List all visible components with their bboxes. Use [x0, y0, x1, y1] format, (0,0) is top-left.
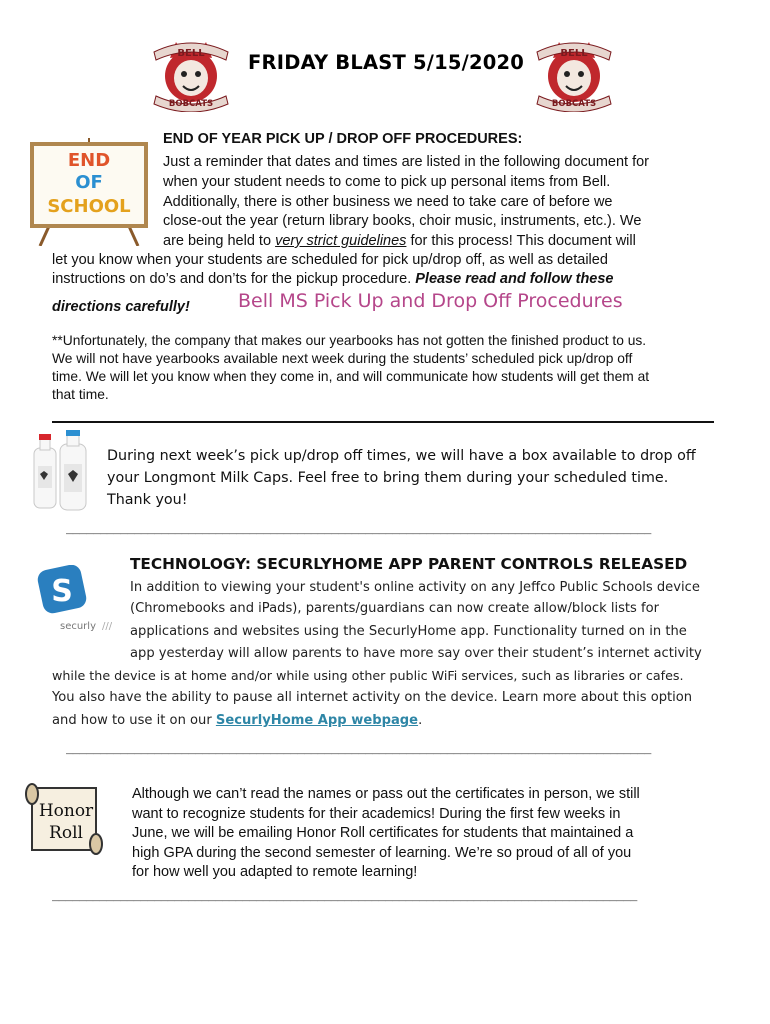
- scroll-word-roll: Roll: [49, 823, 83, 843]
- page-title: FRIDAY BLAST 5/15/2020: [248, 51, 525, 74]
- logo-text-top: BELL: [177, 48, 205, 59]
- strict-guidelines-emphasis: very strict guidelines: [275, 233, 407, 249]
- securlyhome-webpage-link[interactable]: SecurlyHome App webpage: [215, 713, 419, 728]
- text-run: for this process! This document will: [406, 233, 636, 249]
- paragraph-line: Additionally, there is other business we need to take care of before we: [163, 194, 613, 210]
- technology-heading: TECHNOLOGY: SECURLYHOME APP PARENT CONTROLS RELEASED: [130, 555, 688, 573]
- sign-word-of: OF: [75, 172, 103, 193]
- directions-carefully-emphasis: directions carefully!: [52, 299, 190, 315]
- honor-roll-line: for how well you adapted to remote learning!: [132, 864, 418, 880]
- milk-bottles-image: [30, 430, 90, 512]
- text-run: instructions on do’s and don’ts for the pickup procedure.: [52, 271, 416, 287]
- text-run: .: [418, 713, 423, 728]
- technology-line: In addition to viewing your student's online activity on any Jeffco Public Schools device: [130, 580, 700, 595]
- dashed-separator: ______________________________________________________________________________________: [52, 890, 637, 904]
- svg-text:///: ///: [102, 621, 112, 632]
- milk-caps-line: Thank you!: [107, 492, 188, 508]
- bell-bobcats-logo-right: [531, 36, 617, 112]
- read-and-follow-emphasis: Please read and follow these: [415, 271, 614, 287]
- yearbook-note-line: time. We will let you know when they come in, and will communicate how students will get them at: [52, 369, 650, 384]
- paragraph-line: Just a reminder that dates and times are listed in the following document for: [163, 154, 650, 170]
- dashed-separator: ______________________________________________________________________________________: [66, 523, 651, 537]
- logo-text-top: BELL: [560, 48, 588, 59]
- yearbook-note-line: that time.: [52, 387, 109, 402]
- scroll-word-honor: Honor: [38, 801, 94, 821]
- honor-roll-scroll-image: [22, 780, 106, 858]
- securly-logo-text: securly: [59, 621, 97, 632]
- honor-roll-line: June, we will be emailing Honor Roll certificates for students that maintained a: [132, 825, 634, 841]
- yearbook-note-line: We will not have yearbooks available next week during the students’ scheduled pick up/drop off: [52, 351, 633, 366]
- end-of-year-heading: END OF YEAR PICK UP / DROP OFF PROCEDURES:: [163, 131, 523, 147]
- paragraph-line: [163, 233, 636, 249]
- technology-line: app yesterday will allow parents to have more say over their student’s internet activity: [130, 646, 702, 661]
- securly-logo-image: [30, 565, 112, 637]
- paragraph-line: [52, 271, 614, 287]
- logo-text-bottom: BOBCATS: [551, 99, 597, 109]
- honor-roll-line: high GPA during the second semester of learning. We’re so proud of all of you: [132, 845, 632, 861]
- milk-caps-line: During next week’s pick up/drop off times, we will have a box available to drop off: [107, 448, 696, 464]
- milk-caps-line: your Longmont Milk Caps. Feel free to bring them during your scheduled time.: [107, 470, 669, 486]
- dashed-separator: ______________________________________________________________________________________: [66, 743, 651, 757]
- technology-line: applications and websites using the SecurlyHome app. Functionality turned on in the: [130, 624, 687, 639]
- text-run: and how to use it on our: [52, 713, 216, 728]
- logo-text-bottom: BOBCATS: [168, 99, 214, 109]
- bell-bobcats-logo-left: [148, 36, 234, 112]
- paragraph-line: let you know when your students are scheduled for pick up/drop off, as well as detailed: [52, 252, 608, 268]
- section-divider: [52, 421, 714, 423]
- sign-word-end: END: [67, 150, 111, 171]
- technology-line: (Chromebooks and iPads), parents/guardians can now create allow/block lists for: [130, 601, 660, 616]
- pickup-procedures-link[interactable]: Bell MS Pick Up and Drop Off Procedures: [238, 290, 623, 312]
- technology-line: while the device is at home and/or while using other public WiFi services, such as libraries or cafes.: [52, 668, 684, 683]
- text-run: are being held to: [163, 233, 276, 249]
- end-of-school-sign-image: [30, 138, 148, 246]
- technology-line: You also have the ability to pause all internet activity on the device. Learn more about this option: [52, 690, 693, 705]
- svg-text:S: S: [51, 574, 73, 609]
- technology-line: [52, 713, 422, 728]
- yearbook-note-line: **Unfortunately, the company that makes our yearbooks has not gotten the finished product to us.: [52, 333, 647, 348]
- paragraph-line: when your student needs to come to pick up personal items from Bell.: [163, 174, 611, 190]
- honor-roll-line: Although we can’t read the names or pass out the certificates in person, we still: [132, 786, 640, 802]
- paragraph-line: close-out the year (return library books, choir music, instruments, etc.). We: [163, 213, 642, 229]
- sign-word-school: SCHOOL: [47, 196, 131, 217]
- honor-roll-line: want to recognize students for their academics! During the first few weeks in: [132, 806, 621, 822]
